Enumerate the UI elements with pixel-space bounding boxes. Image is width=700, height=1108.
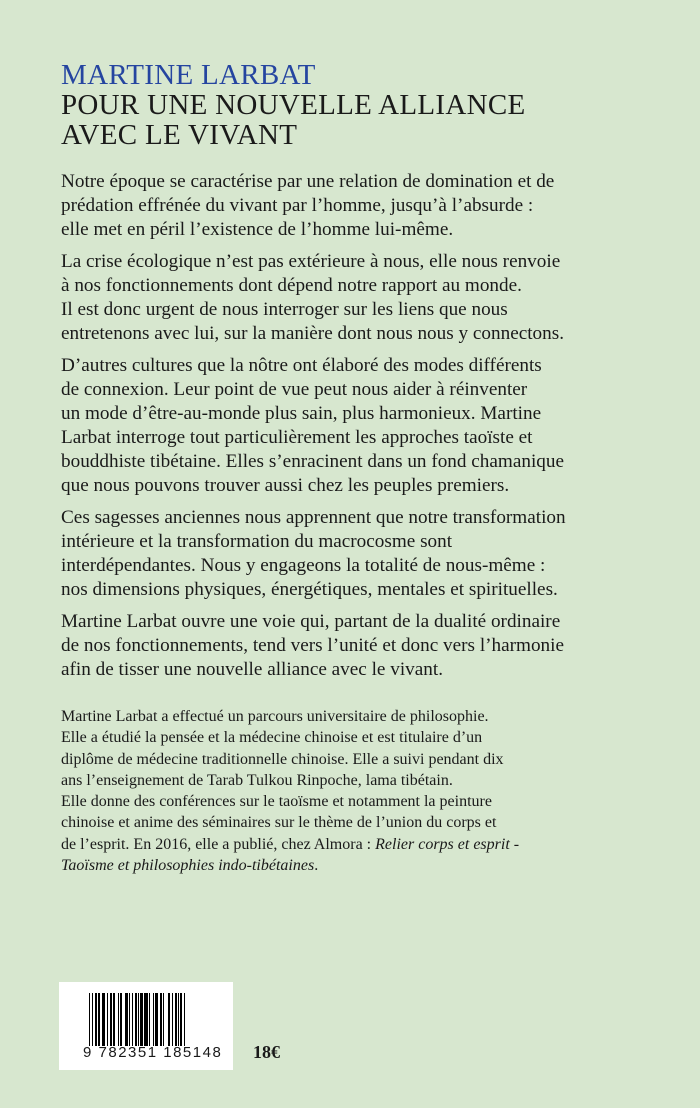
blurb-line: Il est donc urgent de nous interroger sur les liens que nous	[61, 299, 508, 320]
blurb-line: elle met en péril l’existence de l’homme lui-même.	[61, 219, 454, 240]
bio-line: ans l’enseignement de Tarab Tulkou Rinpoche, lama tibétain.	[61, 771, 453, 789]
blurb-line: de nos fonctionnements, tend vers l’unité et donc vers l’harmonie	[61, 635, 564, 656]
barcode-bars	[89, 993, 225, 1046]
blurb-line: interdépendantes. Nous y engageons la totalité de nous-même :	[61, 555, 546, 576]
blurb-line: D’autres cultures que la nôtre ont élaboré des modes différents	[61, 355, 542, 376]
blurb-paragraph	[61, 610, 691, 682]
blurb-line: un mode d’être-au-monde plus sain, plus harmonieux. Martine	[61, 403, 542, 424]
blurb-line: Martine Larbat ouvre une voie qui, partant de la dualité ordinaire	[61, 611, 561, 632]
blurb-paragraph	[61, 250, 691, 346]
blurb-line: entretenons avec lui, sur la manière dont nous nous y connectons.	[61, 323, 565, 344]
bio-text: de l’esprit. En 2016, elle a publié, chez Almora :	[61, 835, 376, 853]
blurb	[61, 170, 691, 690]
bio-line: chinoise et anime des séminaires sur le thème de l’union du corps et	[61, 814, 497, 832]
blurb-line: Ces sagesses anciennes nous apprennent que notre transformation	[61, 507, 566, 528]
bio-line: diplôme de médecine traditionnelle chinoise. Elle a suivi pendant dix	[61, 750, 504, 768]
blurb-line: que nous pouvons trouver aussi chez les peuples premiers.	[61, 475, 510, 496]
previous-book-subtitle: Taoïsme et philosophies indo-tibétaines	[61, 857, 315, 875]
blurb-line: afin de tisser une nouvelle alliance avec le vivant.	[61, 659, 443, 680]
bio-line: Elle a étudié la pensée et la médecine chinoise et est titulaire d’un	[61, 729, 483, 747]
barcode	[59, 982, 233, 1070]
blurb-line: intérieure et la transformation du macrocosme sont	[61, 531, 453, 552]
blurb-line: Larbat interroge tout particulièrement les approches taoïste et	[61, 427, 533, 448]
book-title-line-2: AVEC LE VIVANT	[61, 119, 298, 151]
book-title-line-1: POUR UNE NOUVELLE ALLIANCE	[61, 89, 526, 121]
author-name: MARTINE LARBAT	[61, 59, 316, 91]
cover-header	[61, 60, 526, 150]
bio-line: Elle donne des conférences sur le taoïsme et notamment la peinture	[61, 793, 492, 811]
blurb-line: à nos fonctionnements dont dépend notre rapport au monde.	[61, 275, 522, 296]
blurb-line: La crise écologique n’est pas extérieure à nous, elle nous renvoie	[61, 251, 561, 272]
isbn-number: 9 782351 185148	[83, 1044, 223, 1061]
blurb-line: de connexion. Leur point de vue peut nous aider à réinventer	[61, 379, 528, 400]
blurb-paragraph	[61, 506, 691, 602]
previous-book-title: Relier corps et esprit -	[375, 835, 520, 853]
blurb-paragraph	[61, 170, 691, 242]
author-bio	[61, 706, 691, 876]
blurb-line: Notre époque se caractérise par une relation de domination et de	[61, 171, 555, 192]
bio-line	[61, 834, 691, 855]
blurb-line: prédation effrénée du vivant par l’homme, jusqu’à l’absurde :	[61, 195, 534, 216]
price: 18€	[253, 1042, 280, 1062]
bio-line	[61, 855, 691, 876]
blurb-paragraph	[61, 354, 691, 498]
bio-line: Martine Larbat a effectué un parcours universitaire de philosophie.	[61, 708, 489, 725]
period: .	[314, 857, 319, 875]
blurb-line: bouddhiste tibétaine. Elles s’enracinent dans un fond chamanique	[61, 451, 564, 472]
blurb-line: nos dimensions physiques, énergétiques, mentales et spirituelles.	[61, 579, 558, 600]
barcode-bar	[185, 993, 186, 1046]
